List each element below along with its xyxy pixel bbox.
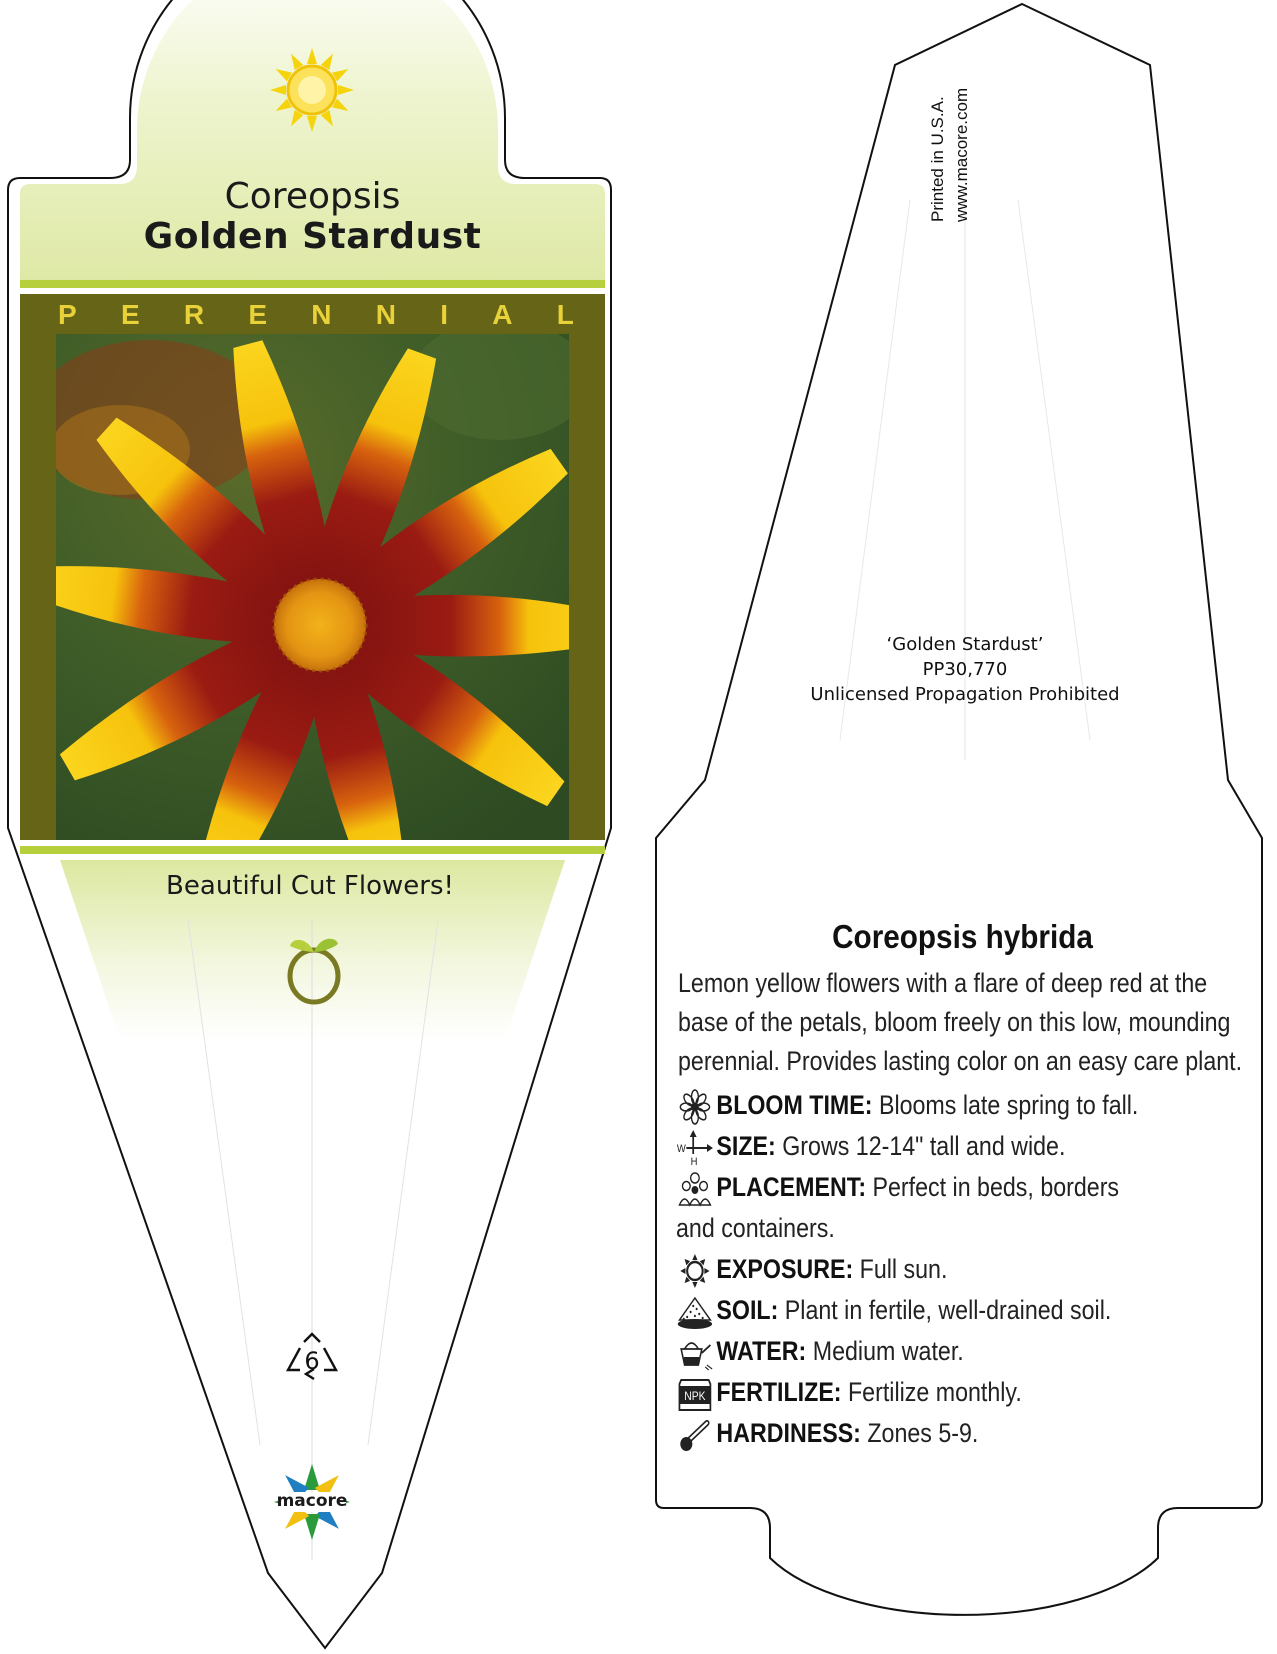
care-row-size	[676, 1126, 1209, 1167]
size-icon	[676, 1130, 714, 1166]
care-text: Fertilize monthly.	[848, 1377, 1022, 1407]
print-info	[926, 52, 1096, 222]
care-row-hardiness	[676, 1413, 1209, 1454]
category-letter: E	[120, 299, 140, 330]
npk-label: NPK	[684, 1390, 706, 1404]
patent-block	[770, 632, 1160, 707]
patent-notice: Unlicensed Propagation Prohibited	[810, 684, 1120, 705]
category-letter: N	[311, 299, 332, 330]
printed-in: Printed in U.S.A.	[928, 96, 947, 222]
flower-icon	[676, 1089, 714, 1125]
category-letter: R	[183, 299, 205, 330]
watering-can-icon	[676, 1335, 714, 1371]
care-text: Blooms late spring to fall.	[878, 1090, 1139, 1120]
care-row-soil	[676, 1290, 1209, 1331]
care-list	[676, 1085, 1209, 1454]
care-label: EXPOSURE:	[716, 1254, 854, 1284]
care-label: SOIL:	[716, 1295, 779, 1325]
brand-name: macore	[276, 1491, 348, 1511]
category-letter: A	[492, 299, 513, 330]
flower-photo	[29, 320, 610, 913]
website: www.macore.com	[952, 87, 971, 222]
sun-exposure-icon	[676, 1253, 714, 1289]
plant-category	[58, 298, 574, 332]
npk-icon	[676, 1376, 714, 1412]
thermometer-icon	[676, 1417, 714, 1453]
resin-code: 6	[304, 1347, 320, 1375]
care-label: BLOOM TIME:	[716, 1090, 873, 1120]
size-icon-h: H	[690, 1156, 698, 1166]
care-row-placement	[676, 1167, 1145, 1249]
category-letter: N	[375, 299, 397, 330]
care-text: Full sun.	[859, 1254, 948, 1284]
plant-genus: Coreopsis	[224, 176, 401, 217]
care-row-fertilize	[676, 1372, 1209, 1413]
care-row-exposure	[676, 1249, 1209, 1290]
care-label: WATER:	[716, 1336, 807, 1366]
care-label: SIZE:	[716, 1131, 776, 1161]
care-text: Medium water.	[812, 1336, 964, 1366]
category-letter: L	[556, 299, 574, 330]
care-label: HARDINESS:	[716, 1418, 861, 1448]
care-text: Perfect in beds, borders and containers.	[676, 1172, 1120, 1243]
patent-cultivar: ‘Golden Stardust’	[886, 634, 1044, 655]
care-label: PLACEMENT:	[716, 1172, 867, 1202]
plant-variety: Golden Stardust	[143, 216, 482, 257]
sprout-icon	[284, 930, 344, 1006]
care-text: Grows 12-14" tall and wide.	[782, 1131, 1066, 1161]
placement-icon	[676, 1171, 714, 1207]
tagline: Beautiful Cut Flowers!	[166, 871, 454, 901]
category-letter: P	[58, 299, 77, 330]
care-text: Plant in fertile, well-drained soil.	[784, 1295, 1112, 1325]
sun-icon	[268, 46, 356, 134]
care-label: FERTILIZE:	[716, 1377, 842, 1407]
care-text: Zones 5-9.	[867, 1418, 979, 1448]
patent-number: PP30,770	[922, 659, 1008, 680]
care-row-water	[676, 1331, 1209, 1372]
size-icon-w: W	[676, 1143, 686, 1156]
soil-icon	[676, 1294, 714, 1330]
care-row-bloom-time	[676, 1085, 1209, 1126]
botanical-name: Coreopsis hybrida	[832, 918, 1093, 955]
category-letter: I	[440, 299, 449, 330]
plant-description: Lemon yellow flowers with a flare of deep red at the base of the petals, bloom freely on this low, mounding perennial. Provides lasting color on an easy care plant.	[678, 968, 1243, 1076]
category-letter: E	[248, 299, 268, 330]
